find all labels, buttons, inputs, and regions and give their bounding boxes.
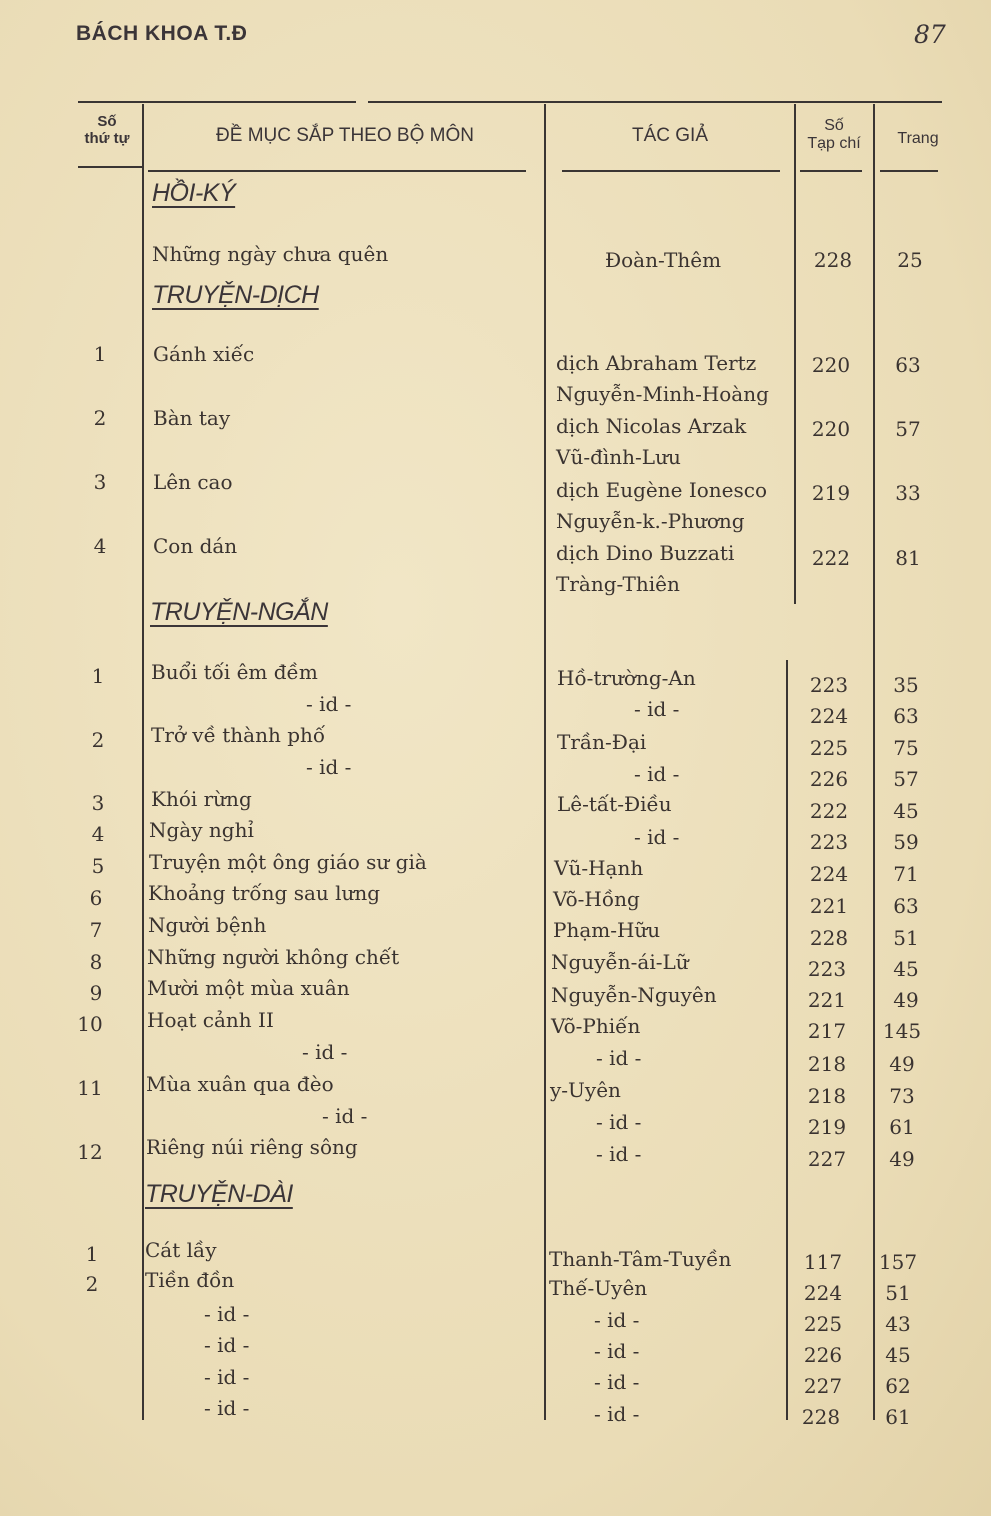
entry-issue: 225 bbox=[803, 1312, 843, 1336]
entry-title: Bàn tay bbox=[153, 406, 231, 430]
entry-title: Truyện một ông giáo sư già bbox=[149, 850, 427, 874]
entry-page: 25 bbox=[897, 248, 923, 272]
entry-author: Võ-Hồng bbox=[553, 887, 640, 911]
entry-issue: 219 bbox=[807, 1115, 847, 1139]
entry-number: 3 bbox=[93, 470, 107, 494]
entry-author: - id - bbox=[594, 1370, 640, 1394]
header-rule-4 bbox=[800, 170, 862, 172]
entry-page: 62 bbox=[885, 1374, 911, 1398]
entry-page: 75 bbox=[893, 736, 919, 760]
entry-author: dịch Nicolas Arzak bbox=[556, 414, 747, 438]
entry-page: 157 bbox=[878, 1250, 918, 1274]
entry-page: 63 bbox=[893, 704, 919, 728]
col-header-issue-line2: Tạp chí bbox=[807, 134, 861, 152]
entry-title: - id - bbox=[204, 1333, 250, 1357]
entry-number: 1 bbox=[85, 1242, 99, 1266]
column-divider-2 bbox=[544, 104, 546, 1420]
entry-number: 4 bbox=[93, 534, 107, 558]
entry-issue: 220 bbox=[811, 417, 851, 441]
entry-title: Khói rừng bbox=[151, 787, 252, 811]
top-rule-right bbox=[368, 101, 942, 103]
col-header-title: ĐỀ MỤC SẮP THEO BỘ MÔN bbox=[216, 125, 474, 146]
top-rule-left bbox=[78, 101, 356, 103]
entry-page: 61 bbox=[885, 1405, 911, 1429]
entry-title: Riêng núi riêng sông bbox=[146, 1135, 358, 1159]
col-header-issue bbox=[796, 117, 872, 152]
entry-issue: 220 bbox=[811, 353, 851, 377]
section-hoi-ky: HỒI-KÝ bbox=[152, 179, 236, 207]
entry-author: - id - bbox=[596, 1142, 642, 1166]
entry-author: Nguyễn-Nguyên bbox=[551, 983, 717, 1007]
entry-author: dịch Abraham Tertz bbox=[556, 351, 757, 375]
header-rule-2 bbox=[148, 170, 526, 172]
entry-page: 51 bbox=[885, 1281, 911, 1305]
entry-page: 63 bbox=[893, 894, 919, 918]
section-truyen-dai: TRUYỆN-DÀI bbox=[145, 1180, 293, 1208]
entry-issue: 227 bbox=[807, 1147, 847, 1171]
entry-page: 45 bbox=[893, 957, 919, 981]
entry-title: Buổi tối êm đềm bbox=[151, 660, 318, 684]
entry-number: 8 bbox=[89, 950, 103, 974]
entry-title: Lên cao bbox=[153, 470, 233, 494]
col-header-order-line2: thứ tự bbox=[84, 129, 130, 147]
entry-issue: 228 bbox=[801, 1405, 841, 1429]
entry-number: 3 bbox=[91, 791, 105, 815]
entry-page: 51 bbox=[893, 926, 919, 950]
entry-author: - id - bbox=[634, 697, 680, 721]
entry-title: Cát lầy bbox=[145, 1238, 217, 1262]
entry-title: Những ngày chưa quên bbox=[152, 242, 389, 266]
entry-author: - id - bbox=[596, 1046, 642, 1070]
entry-issue: 221 bbox=[807, 988, 847, 1012]
page-number: 87 bbox=[914, 20, 946, 49]
entry-title: Những người không chết bbox=[147, 945, 400, 969]
entry-issue: 226 bbox=[809, 767, 849, 791]
entry-number: 5 bbox=[91, 854, 105, 878]
column-divider-1 bbox=[142, 104, 144, 1420]
entry-issue: 223 bbox=[809, 830, 849, 854]
entry-author: Vũ-Hạnh bbox=[554, 856, 644, 880]
entry-issue: 222 bbox=[809, 799, 849, 823]
entry-author: Lê-tất-Điều bbox=[557, 792, 672, 816]
entry-translator: Nguyễn-k.-Phương bbox=[556, 509, 745, 533]
entry-number: 12 bbox=[77, 1140, 103, 1164]
entry-issue: 228 bbox=[813, 248, 853, 272]
entry-title: - id - bbox=[306, 755, 352, 779]
entry-author: Nguyễn-ái-Lữ bbox=[551, 950, 689, 974]
entry-issue: 117 bbox=[803, 1250, 843, 1274]
entry-title: - id - bbox=[204, 1365, 250, 1389]
entry-page: 81 bbox=[895, 546, 921, 570]
entry-issue: 225 bbox=[809, 736, 849, 760]
entry-author: Võ-Phiến bbox=[551, 1014, 641, 1038]
entry-page: 57 bbox=[893, 767, 919, 791]
entry-author: - id - bbox=[634, 762, 680, 786]
entry-title: Con dán bbox=[153, 534, 238, 558]
entry-translator: Vũ-đình-Lưu bbox=[556, 445, 681, 469]
entry-number: 6 bbox=[89, 886, 103, 910]
entry-issue: 222 bbox=[811, 546, 851, 570]
entry-number: 2 bbox=[85, 1272, 99, 1296]
entry-issue: 221 bbox=[809, 894, 849, 918]
entry-page: 49 bbox=[889, 1147, 915, 1171]
entry-author: y-Uyên bbox=[550, 1078, 621, 1102]
header-rule-1 bbox=[78, 166, 142, 168]
entry-title: Người bệnh bbox=[148, 913, 267, 937]
entry-issue: 224 bbox=[803, 1281, 843, 1305]
entry-title: Mười một mùa xuân bbox=[147, 976, 350, 1000]
entry-issue: 218 bbox=[807, 1084, 847, 1108]
entry-issue: 224 bbox=[809, 704, 849, 728]
entry-author: Thế-Uyên bbox=[549, 1276, 648, 1300]
entry-issue: 223 bbox=[807, 957, 847, 981]
entry-title: Tiền đồn bbox=[145, 1268, 235, 1292]
entry-number: 7 bbox=[89, 918, 103, 942]
entry-page: 35 bbox=[893, 673, 919, 697]
entry-issue: 218 bbox=[807, 1052, 847, 1076]
running-head: BÁCH KHOA T.Đ bbox=[76, 22, 248, 45]
column-divider-4 bbox=[873, 104, 875, 1420]
entry-title: Hoạt cảnh II bbox=[147, 1008, 274, 1032]
entry-title: Ngày nghỉ bbox=[149, 818, 254, 842]
section-truyen-dich: TRUYỆN-DỊCH bbox=[152, 281, 319, 309]
entry-author: - id - bbox=[594, 1339, 640, 1363]
entry-author: - id - bbox=[594, 1402, 640, 1426]
col-header-order-line1: Số bbox=[97, 113, 117, 130]
entry-author: Hồ-trường-An bbox=[557, 666, 696, 690]
entry-title: - id - bbox=[322, 1104, 368, 1128]
entry-title: Khoảng trống sau lưng bbox=[148, 881, 381, 905]
entry-issue: 227 bbox=[803, 1374, 843, 1398]
entry-page: 71 bbox=[893, 862, 919, 886]
entry-issue: 228 bbox=[809, 926, 849, 950]
entry-page: 61 bbox=[889, 1115, 915, 1139]
entry-title: - id - bbox=[306, 692, 352, 716]
entry-title: - id - bbox=[302, 1040, 348, 1064]
entry-issue: 217 bbox=[807, 1019, 847, 1043]
entry-issue: 226 bbox=[803, 1343, 843, 1367]
entry-title: Trở về thành phố bbox=[151, 723, 326, 747]
entry-title: - id - bbox=[204, 1396, 250, 1420]
entry-translator: Tràng-Thiên bbox=[556, 572, 680, 596]
entry-page: 145 bbox=[882, 1019, 922, 1043]
entry-page: 59 bbox=[893, 830, 919, 854]
entry-issue: 219 bbox=[811, 481, 851, 505]
col-header-order bbox=[74, 114, 140, 147]
col-header-issue-line1: Số bbox=[824, 117, 844, 134]
entry-author: Đoàn-Thêm bbox=[605, 248, 722, 272]
header-rule-5 bbox=[880, 170, 938, 172]
entry-author: Trần-Đại bbox=[557, 730, 647, 754]
entry-number: 11 bbox=[77, 1076, 103, 1100]
entry-page: 45 bbox=[885, 1343, 911, 1367]
column-divider-3b bbox=[786, 660, 788, 1420]
entry-page: 57 bbox=[895, 417, 921, 441]
col-header-page: Trang bbox=[897, 130, 939, 147]
entry-number: 4 bbox=[91, 822, 105, 846]
entry-number: 9 bbox=[89, 981, 103, 1005]
entry-title: - id - bbox=[204, 1302, 250, 1326]
entry-issue: 223 bbox=[809, 673, 849, 697]
entry-translator: Nguyễn-Minh-Hoàng bbox=[556, 382, 769, 406]
entry-page: 45 bbox=[893, 799, 919, 823]
col-header-author: TÁC GIẢ bbox=[631, 125, 708, 146]
entry-author: Phạm-Hữu bbox=[553, 918, 661, 942]
entry-page: 63 bbox=[895, 353, 921, 377]
entry-number: 1 bbox=[93, 342, 107, 366]
entry-author: - id - bbox=[596, 1110, 642, 1134]
entry-page: 33 bbox=[895, 481, 921, 505]
entry-number: 10 bbox=[77, 1012, 103, 1036]
entry-author: - id - bbox=[594, 1308, 640, 1332]
entry-page: 43 bbox=[885, 1312, 911, 1336]
header-rule-3 bbox=[562, 170, 780, 172]
entry-page: 73 bbox=[889, 1084, 915, 1108]
entry-page: 49 bbox=[889, 1052, 915, 1076]
entry-number: 2 bbox=[93, 406, 107, 430]
entry-author: dịch Dino Buzzati bbox=[556, 541, 735, 565]
entry-page: 49 bbox=[893, 988, 919, 1012]
entry-author: dịch Eugène Ionesco bbox=[556, 478, 767, 502]
section-truyen-ngan: TRUYỆN-NGẮN bbox=[150, 598, 328, 626]
entry-number: 2 bbox=[91, 728, 105, 752]
entry-issue: 224 bbox=[809, 862, 849, 886]
entry-title: Mùa xuân qua đèo bbox=[146, 1072, 334, 1096]
entry-author: Thanh-Tâm-Tuyền bbox=[549, 1247, 732, 1271]
entry-number: 1 bbox=[91, 664, 105, 688]
entry-title: Gánh xiếc bbox=[153, 342, 255, 366]
entry-author: - id - bbox=[634, 825, 680, 849]
